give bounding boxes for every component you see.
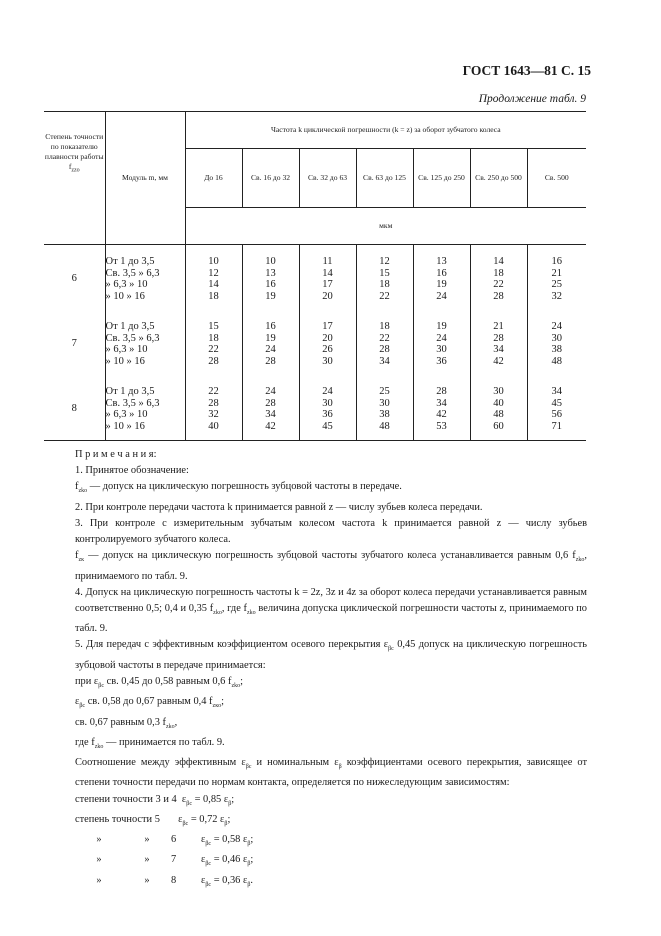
tolerance-value: 25 [551, 279, 563, 290]
tolerance-value: 22 [208, 344, 219, 355]
tolerance-value: 14 [208, 279, 219, 290]
tolerance-value: 42 [493, 355, 504, 367]
freq-col-header: Св. 250 до 500 [470, 149, 527, 208]
value-cell [356, 310, 413, 375]
tolerance-value: 24 [551, 321, 563, 332]
note-5-line-3: св. 0,67 равным 0,3 $f_{zko}$, [75, 716, 178, 730]
dependency-4: » » 7 $\varepsilon_{\beta c} = 0,46$ $\varepsilon_\beta$; [96, 854, 254, 868]
tolerance-value: 18 [379, 279, 390, 290]
tolerance-value: 13 [265, 267, 276, 279]
value-cell [185, 245, 242, 311]
notes-block [75, 447, 587, 893]
tolerance-value: 71 [551, 420, 563, 432]
value-cell [527, 375, 586, 441]
freq-col-header: Св. 16 до 32 [242, 149, 299, 208]
freq-col-header: Св. 125 до 250 [413, 149, 470, 208]
value-cell [470, 245, 527, 311]
tolerance-value: 48 [493, 409, 504, 420]
value-cell [299, 245, 356, 311]
header-frequency: Частота k циклической погрешности (k = z) за оборот зубчатого колеса [185, 112, 586, 149]
tolerance-value: 14 [493, 256, 504, 267]
tolerance-value: 11 [322, 256, 333, 267]
tolerance-value: 28 [208, 355, 219, 367]
tolerance-value: 28 [493, 332, 504, 344]
tolerance-value: 38 [379, 409, 390, 420]
tolerance-value: 30 [322, 355, 333, 367]
module-range: » 6,3 » 10 [105, 344, 148, 355]
value-cell [185, 375, 242, 441]
note-1-def: $f_{zko}$ — допуск на циклическую погрешность зубцовой частоты в передаче. [75, 481, 402, 495]
freq-col-header: До 16 [185, 149, 242, 208]
module-range: От 1 до 3,5 [105, 386, 155, 397]
module-range: » 10 » 16 [105, 290, 145, 302]
tolerance-value: 17 [322, 279, 333, 290]
tolerance-value: 60 [493, 420, 504, 432]
tolerance-value: 45 [551, 397, 563, 409]
module-range: От 1 до 3,5 [105, 321, 155, 332]
tolerance-value: 34 [551, 386, 563, 397]
degree-group [44, 245, 586, 311]
tolerance-value: 16 [436, 267, 447, 279]
tolerance-value: 18 [493, 267, 504, 279]
header-degree: Степень точности по показателю плавности работы $f_{zzo}$ [44, 112, 105, 245]
tolerance-value: 22 [208, 386, 219, 397]
header-unit: мкм [185, 208, 586, 245]
tolerance-value: 21 [493, 321, 504, 332]
degree-cell: 7 [71, 338, 77, 349]
value-cell [527, 310, 586, 375]
value-cell [413, 375, 470, 441]
tolerance-value: 28 [265, 355, 276, 367]
tolerance-value: 22 [493, 279, 504, 290]
value-cell [470, 375, 527, 441]
relation-text: Соотношение между эффективным $\varepsilon_{\beta c}$ и номинальным $\varepsilon_\beta$ коэффициентами осевого перекрытия, зависящее от степени точности передачи по нормам контакта, определяется по нижеследующим зависимостям: [75, 757, 587, 789]
value-cell [299, 375, 356, 441]
tolerance-value: 45 [322, 420, 333, 432]
tolerance-value: 24 [265, 344, 276, 355]
tolerance-value: 14 [322, 267, 333, 279]
page-header: ГОСТ 1643—81 С. 15 [462, 63, 591, 78]
note-2: 2. При контроле передачи частота k принимается равной z — числу зубьев колеса передачи. [75, 501, 483, 513]
tolerance-value: 16 [265, 279, 276, 290]
degree-cell: 6 [71, 273, 77, 284]
module-cell [105, 375, 185, 441]
tolerance-value: 19 [436, 279, 447, 290]
tolerance-value: 22 [379, 290, 390, 302]
module-range: » 10 » 16 [105, 420, 145, 432]
tolerance-value: 15 [379, 267, 390, 279]
tolerance-value: 18 [208, 290, 219, 302]
value-cell [527, 245, 586, 311]
tolerance-value: 20 [322, 332, 333, 344]
module-range: » 10 » 16 [105, 355, 145, 367]
value-cell [242, 245, 299, 311]
tolerance-value: 40 [208, 420, 219, 432]
tolerance-value: 16 [551, 256, 563, 267]
degree-group [44, 375, 586, 441]
freq-col-header: Св. 32 до 63 [299, 149, 356, 208]
tolerance-value: 12 [379, 256, 390, 267]
tolerance-value: 19 [436, 321, 447, 332]
tolerance-value: 48 [551, 355, 563, 367]
note-3-def: $f_{zк}$ — допуск на циклическую погрешность зубцовой частоты зубчатого колеса устанавливается равным 0,6 $f_{zko}$, принимаемого по табл. 9. [75, 550, 587, 582]
tolerance-value: 13 [436, 256, 447, 267]
tolerance-value: 28 [436, 386, 447, 397]
tolerance-value: 18 [208, 332, 219, 344]
tolerance-value: 28 [379, 344, 390, 355]
tolerance-value: 17 [322, 321, 333, 332]
tolerance-value: 21 [551, 267, 563, 279]
tolerance-value: 38 [551, 344, 563, 355]
tolerance-value: 36 [436, 355, 447, 367]
value-cell [356, 245, 413, 311]
tolerance-value: 25 [379, 386, 390, 397]
tolerance-value: 19 [265, 290, 276, 302]
tolerance-value: 28 [208, 397, 219, 409]
value-cell [299, 310, 356, 375]
tolerance-value: 22 [379, 332, 390, 344]
tolerance-value: 24 [436, 290, 447, 302]
tolerance-value: 32 [551, 290, 563, 302]
module-cell [105, 245, 185, 311]
tolerance-value: 30 [493, 386, 504, 397]
module-cell [105, 310, 185, 375]
value-cell [413, 310, 470, 375]
notes-title: П р и м е ч а н и я: [75, 449, 157, 460]
tolerance-value: 28 [493, 290, 504, 302]
tolerance-value: 24 [265, 386, 276, 397]
value-cell [185, 310, 242, 375]
module-range: » 6,3 » 10 [105, 409, 148, 420]
tolerance-value: 26 [322, 344, 333, 355]
note-5-line-4: где $f_{zko}$ — принимается по табл. 9. [75, 736, 225, 750]
value-cell [242, 310, 299, 375]
tolerance-value: 48 [379, 420, 390, 432]
dependency-1: степени точности 3 и 4 $\varepsilon_{\beta c} = 0,85$ $\varepsilon_\beta$; [75, 793, 235, 807]
module-range: Св. 3,5 » 6,3 [105, 332, 160, 344]
freq-col-header: Св. 63 до 125 [356, 149, 413, 208]
table-continuation-label: Продолжение табл. 9 [478, 93, 586, 105]
tolerance-value: 10 [208, 256, 219, 267]
tolerance-table [44, 111, 586, 441]
value-cell [356, 375, 413, 441]
degree-group [44, 310, 586, 375]
degree-cell: 8 [44, 375, 105, 441]
tolerance-value: 30 [322, 397, 333, 409]
freq-col-header: Св. 500 [527, 149, 586, 208]
module-range: » 6,3 » 10 [105, 279, 148, 290]
tolerance-value: 12 [208, 267, 219, 279]
tolerance-value: 42 [436, 409, 447, 420]
tolerance-value: 53 [436, 420, 447, 432]
tolerance-value: 36 [322, 409, 333, 420]
value-cell [413, 245, 470, 311]
note-5: 5. Для передач с эффективным коэффициентом осевого перекрытия $\varepsilon_{\beta c}$ 0,45 допуск на циклическую погрешность зубцовой частоты в передаче принимается: [75, 639, 588, 671]
tolerance-value: 34 [265, 409, 276, 420]
tolerance-value: 40 [493, 397, 504, 409]
note-3: 3. При контроле с измерительным зубчатым колесом частота k принимается равной z — числу зубьев контролируемого зубчатого колеса. [75, 517, 587, 546]
tolerance-value: 24 [322, 386, 333, 397]
tolerance-value: 16 [265, 321, 276, 332]
module-range: От 1 до 3,5 [105, 256, 155, 267]
value-cell [470, 310, 527, 375]
tolerance-value: 30 [436, 344, 447, 355]
module-range: Св. 3,5 » 6,3 [105, 397, 160, 409]
tolerance-value: 32 [208, 409, 219, 420]
tolerance-value: 34 [493, 344, 504, 355]
dependency-3: » » 6 $\varepsilon_{\beta c} = 0,58$ $\varepsilon_\beta$; [96, 834, 254, 848]
dependency-2: степень точности 5 $\varepsilon_{\beta c} = 0,72$ $\varepsilon_\beta$; [75, 813, 231, 827]
tolerance-value: 19 [265, 332, 276, 344]
note-4: 4. Допуск на циклическую погрешность частоты k = 2z, 3z и 4z за оборот колеса передачи устанавливается равным соответственно 0,5; 0,4 и 0,35 $f_{zko}$, где $f_{zko}$ величина допуска циклической погрешности частоты z, принимаемого по табл. 9. [75, 586, 587, 635]
value-cell [242, 375, 299, 441]
tolerance-value: 30 [379, 397, 390, 409]
tolerance-value: 56 [551, 409, 563, 420]
note-5-line-2: $\varepsilon_{\beta c}$ св. 0,58 до 0,67 равным 0,4 $f_{zкo}$; [75, 696, 224, 710]
note-5-line-1: при $\varepsilon_{\beta c}$ св. 0,45 до 0,58 равным 0,6 $f_{zko}$; [75, 675, 243, 690]
note-1: 1. Принятое обозначение: [75, 465, 189, 477]
tolerance-value: 30 [551, 332, 563, 344]
dependency-5: » » 8 $\varepsilon_{\beta c} = 0,36$ $\varepsilon_\beta$. [96, 874, 253, 888]
tolerance-value: 18 [379, 321, 390, 332]
tolerance-value: 10 [265, 256, 276, 267]
tolerance-value: 34 [436, 397, 447, 409]
tolerance-value: 28 [265, 397, 276, 409]
tolerance-value: 42 [265, 420, 276, 432]
header-module: Модуль m, мм [105, 112, 185, 245]
tolerance-value: 15 [208, 321, 219, 332]
tolerance-value: 20 [322, 290, 333, 302]
module-range: Св. 3,5 » 6,3 [105, 267, 160, 279]
tolerance-value: 34 [379, 355, 390, 367]
tolerance-value: 24 [436, 332, 447, 344]
